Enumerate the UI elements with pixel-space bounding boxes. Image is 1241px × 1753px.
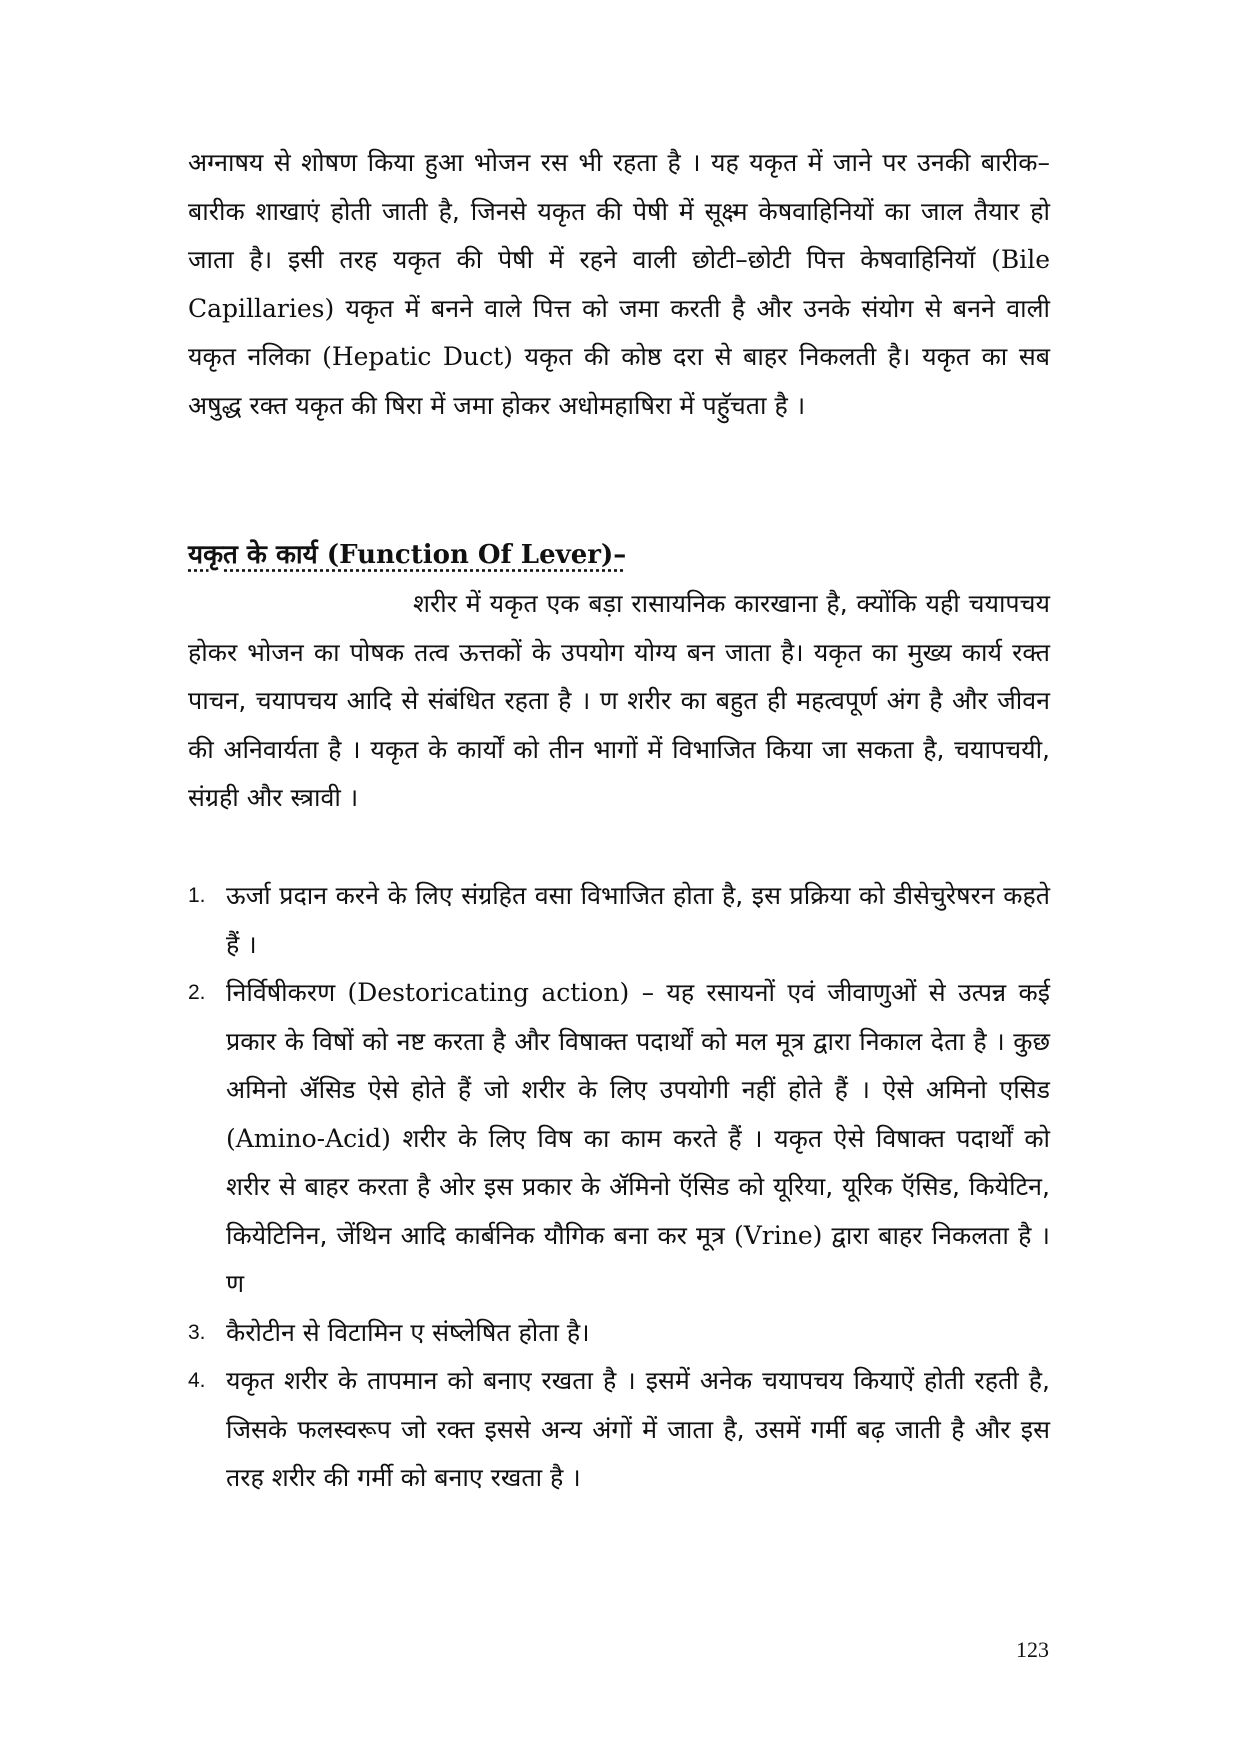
section-heading-latin: (Function Of Lever)– [326, 540, 627, 570]
functions-paragraph: शरीर में यकृत एक बड़ा रासायनिक कारखाना है, क्योंकि यही चयापचय होकर भोजन का पोषक तत्व ऊत्तकों के उपयोग योग्य बन जाता है। यकृत का मुख्य कार्य रक्त पाचन, चयापचय आदि से संबंधित रहता है । ण शरीर का बहुत ही महत्वपूर्ण अंग है और जीवन की अनिवार्यता है । यकृत के कार्यों को तीन भागों में विभाजित किया जा सकता है, चयापचयी, संग्रही और स्त्रावी । [188, 589, 1050, 812]
list-item-number: 1. [188, 884, 206, 907]
list-item-1 [188, 872, 1050, 969]
list-item-number: 2. [188, 981, 206, 1004]
intro-text-1: अग्नाषय से शोषण किया हुआ भोजन रस भी रहता है । यह यकृत में जाने पर उनकी बारीक–बारीक शाखाएं होती जाती है, जिनसे यकृत की पेषी में सूक्ष्म केषवाहिनियों का जाल तैयार हो जाता है। इसी तरह यकृत की पेषी में रहने वाली छोटी–छोटी पित्त केषवाहिनियॉ [188, 148, 1050, 274]
intro-text-3: यकृत की कोष्ठ दरा से बाहर निकलती है। यकृत का सब अषुद्ध रक्त यकृत की षिरा में जमा होकर अधोमहाषिरा में पहॅुचता है । [188, 342, 1050, 420]
list-item-term-destoricating: (Destoricating action) [347, 978, 630, 1007]
list-item-text: ऊर्जा प्रदान करने के लिए संग्रहित वसा विभाजित होता है, इस प्रक्रिया को डीसेचुरेषरन कहते हैं । [226, 881, 1050, 959]
list-item-text-2: – यह रसायनों एवं जीवाणुओं से उत्पन्न कई प्रकार के विषों को नष्ट करता है और विषाक्त पदार्थों को मल मूत्र द्वारा निकाल देता है । कुछ अमिनो ॲसिड ऐसे होते हैं जो शरीर के लिए उपयोगी नहीं होते हैं । ऐसे अमिनो एसिड [226, 978, 1050, 1104]
functions-list [188, 872, 1050, 1503]
list-item-3 [188, 1309, 1050, 1358]
intro-term-bile-capillaries: (Bile Capillaries) [188, 245, 1050, 323]
list-item-text: यकृत शरीर के तापमान को बनाए रखता है । इसमें अनेक चयापचय कियाऐं होती रहती है, जिसके फलस्वरूप जो रक्त इससे अन्य अंगों में जाता है, उसमें गर्मी बढ़ जाती है और इस तरह शरीर की गर्मी को बनाए रखता है । [226, 1366, 1050, 1492]
intro-paragraph [188, 139, 1050, 430]
section-heading-hindi: यकृत के कार्य [188, 540, 327, 570]
list-item-text: कैरोटीन से विटामिन ए संष्लेषित होता है। [226, 1317, 590, 1347]
intro-text-2: यकृत में बनने वाले पित्त को जमा करती है और उनके संयोग से बनने वाली यकृत नलिका [188, 293, 1050, 371]
list-item-term-amino-acid: (Amino-Acid) [226, 1123, 391, 1153]
list-item-text-4: द्वारा बाहर निकलता है ।ण [226, 1220, 1050, 1298]
section-heading [188, 535, 626, 575]
list-item-term-vrine: (Vrine) [733, 1220, 823, 1250]
list-item-number: 3. [188, 1320, 206, 1344]
list-item-text-1: निर्विषीकरण [226, 978, 348, 1007]
list-item-number: 4. [188, 1369, 206, 1392]
list-item-2 [188, 969, 1050, 1309]
list-item-text-3: शरीर के लिए विष का काम करते हैं । यकृत ऐसे विषाक्त पदार्थों को शरीर से बाहर करता है ओर इस प्रकार के ॲमिनो ऍसिड को यूरिया, यूरिक ऍसिड, कियेटिन, कियेटिनिन, जेंथिन आदि कार्बनिक यौगिक बना कर मूत्र [226, 1123, 1050, 1250]
page-number: 123 [1016, 1637, 1049, 1662]
intro-term-hepatic-duct: (Hepatic Duct) [322, 342, 513, 371]
list-item-4 [188, 1357, 1050, 1503]
